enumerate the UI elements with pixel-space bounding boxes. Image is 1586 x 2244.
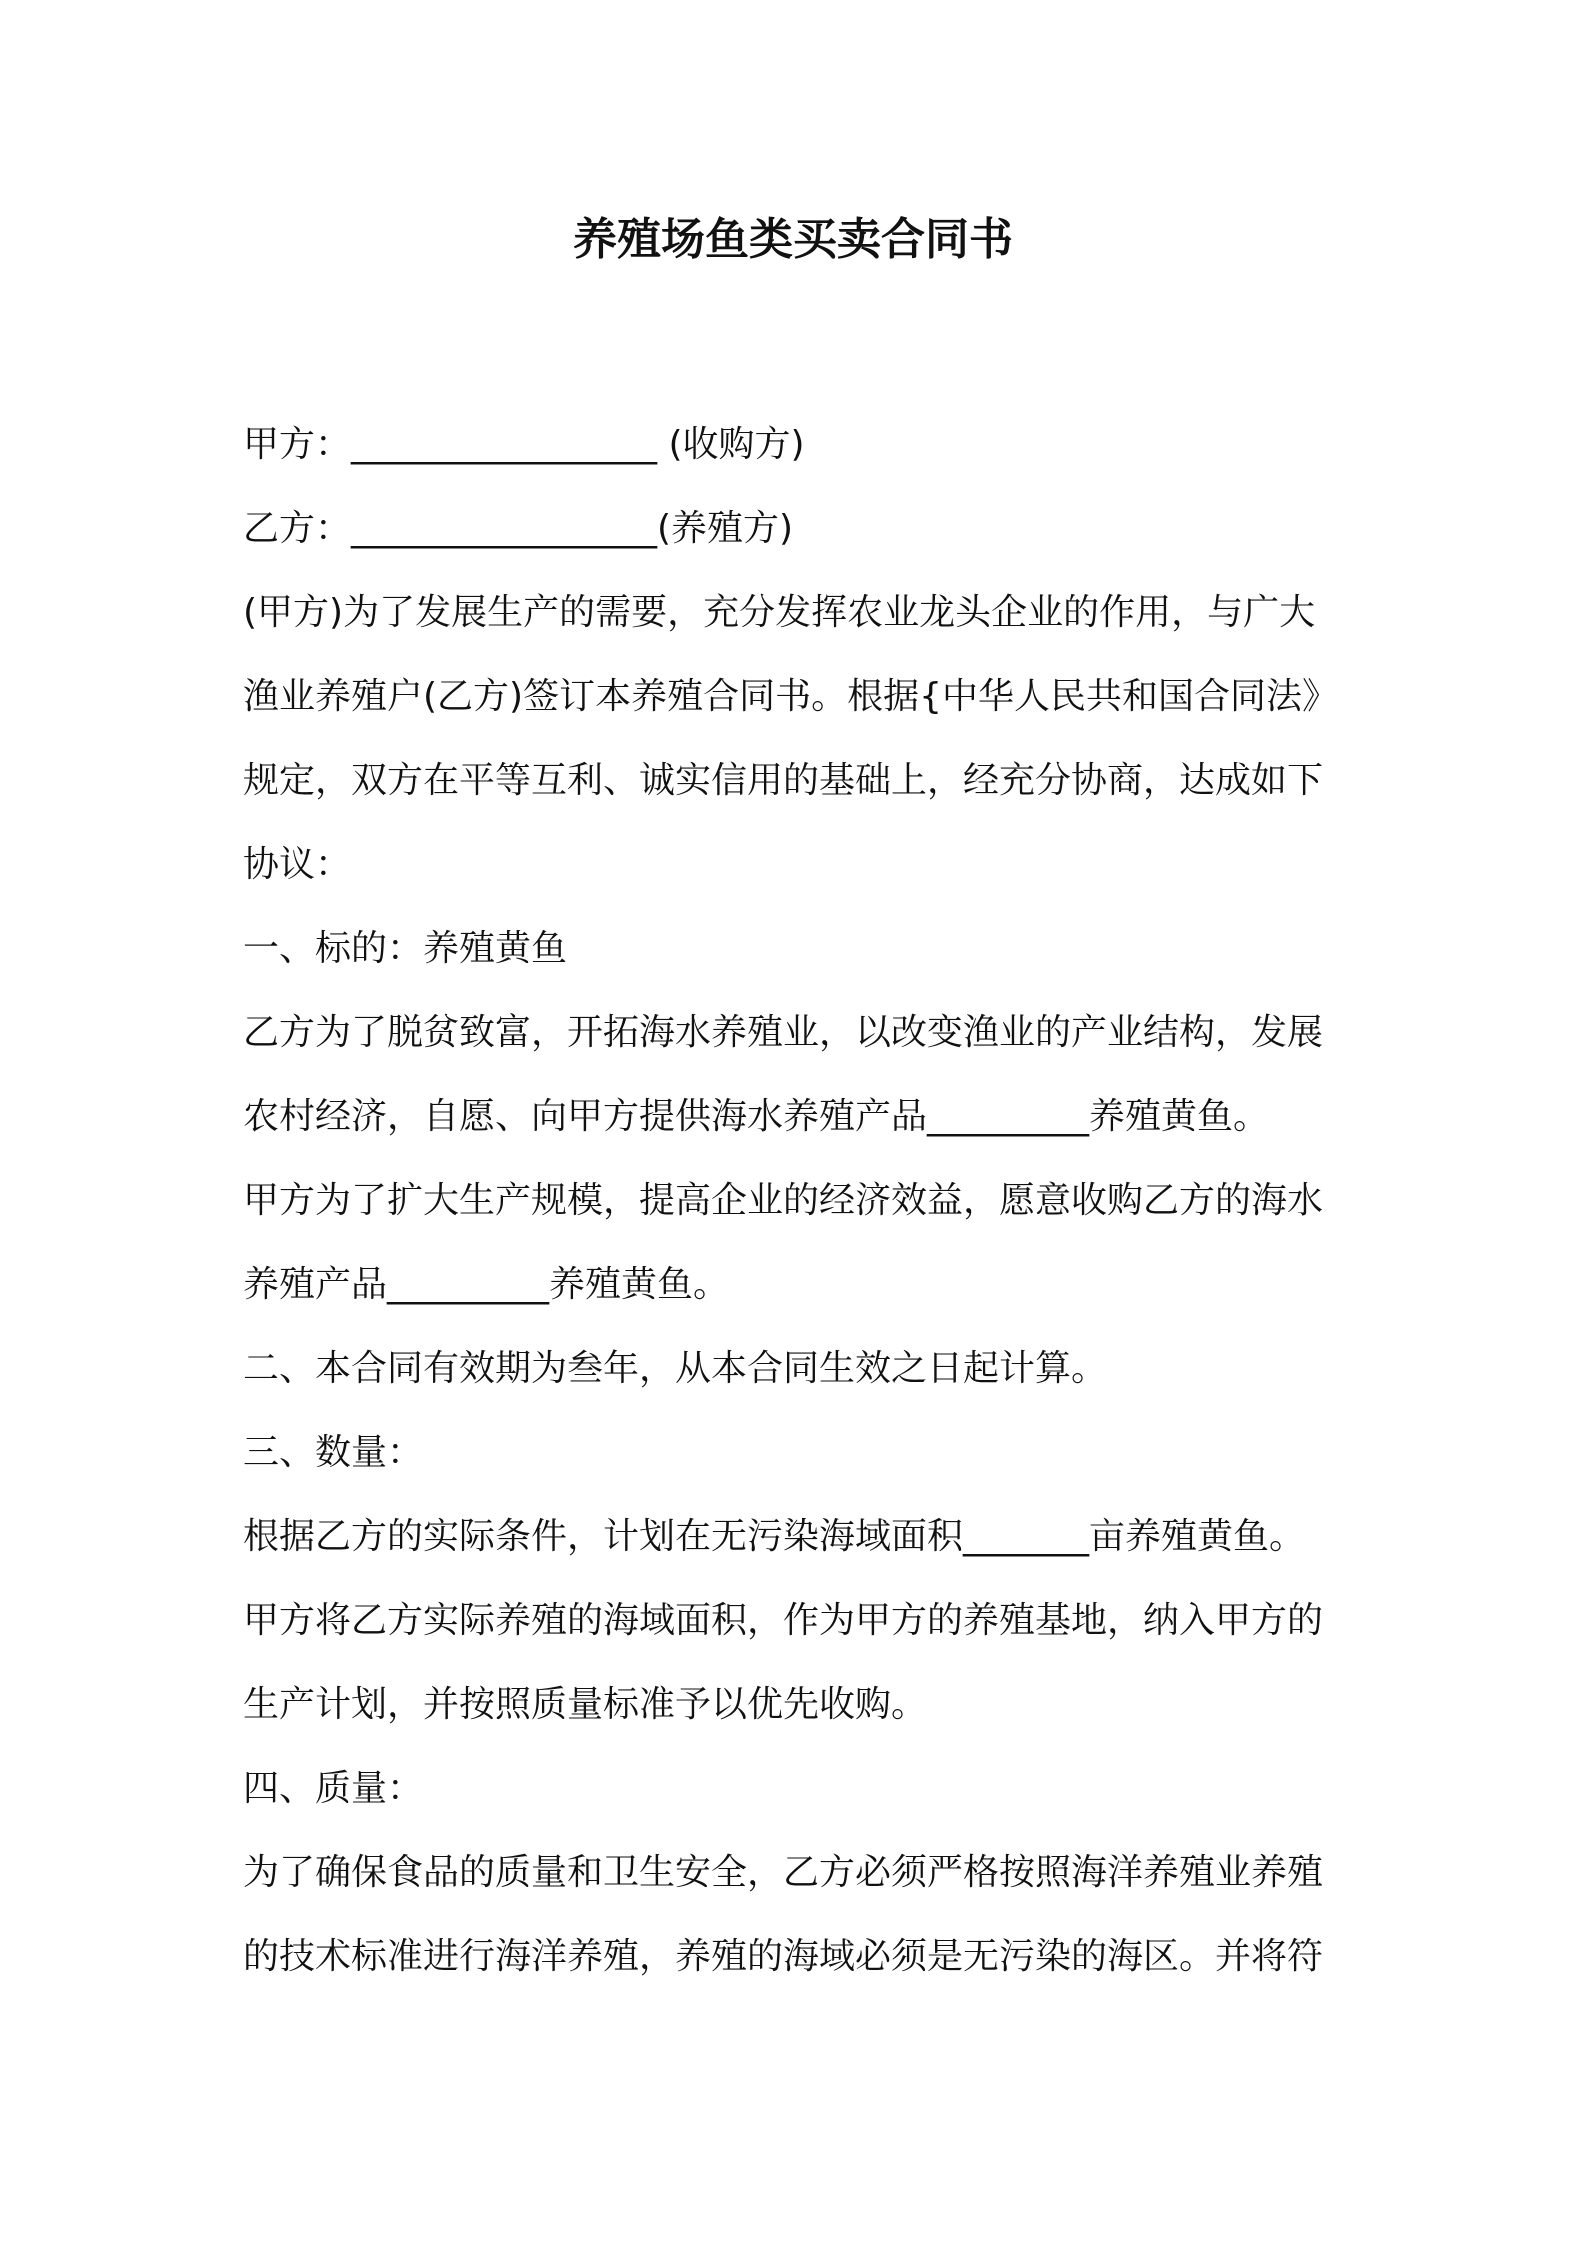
paragraph-line: 规定，双方在平等互利、诚实信用的基础上，经充分协商，达成如下 — [243, 760, 1324, 801]
paragraph-line: 根据乙方的实际条件，计划在无污染海域面积_______亩养殖黄鱼。 — [243, 1516, 1306, 1557]
paragraph-line: 养殖产品_________养殖黄鱼。 — [243, 1264, 730, 1305]
paragraph-line: 为了确保食品的质量和卫生安全，乙方必须严格按照海洋养殖业养殖 — [243, 1852, 1324, 1893]
paragraph-line: (甲方)为了发展生产的需要，充分发挥农业龙头企业的作用，与广大 — [243, 592, 1316, 633]
paragraph-line: 农村经济，自愿、向甲方提供海水养殖产品_________养殖黄鱼。 — [243, 1096, 1270, 1137]
section-heading: 一、标的：养殖黄鱼 — [243, 928, 568, 969]
section-heading: 二、本合同有效期为叁年，从本合同生效之日起计算。 — [243, 1348, 1108, 1389]
section-heading: 四、质量： — [243, 1768, 424, 1809]
party-a-line: 甲方：_________________ (收购方) — [243, 424, 805, 465]
party-b-line: 乙方：_________________(养殖方) — [243, 508, 794, 549]
paragraph-line: 协议： — [243, 844, 352, 885]
section-heading: 三、数量： — [243, 1432, 424, 1473]
paragraph-line: 的技术标准进行海洋养殖，养殖的海域必须是无污染的海区。并将符 — [243, 1936, 1324, 1977]
paragraph-line: 甲方将乙方实际养殖的海域面积，作为甲方的养殖基地，纳入甲方的 — [243, 1600, 1324, 1641]
document-body — [243, 403, 1355, 1999]
paragraph-line: 生产计划，并按照质量标准予以优先收购。 — [243, 1684, 928, 1725]
paragraph-line: 甲方为了扩大生产规模，提高企业的经济效益，愿意收购乙方的海水 — [243, 1180, 1324, 1221]
document-title: 养殖场鱼类买卖合同书 — [573, 214, 1013, 265]
paragraph-line: 渔业养殖户(乙方)签订本养殖合同书。根据{中华人民共和国合同法》 — [243, 676, 1338, 717]
paragraph-line: 乙方为了脱贫致富，开拓海水养殖业，以改变渔业的产业结构，发展 — [243, 1012, 1324, 1053]
